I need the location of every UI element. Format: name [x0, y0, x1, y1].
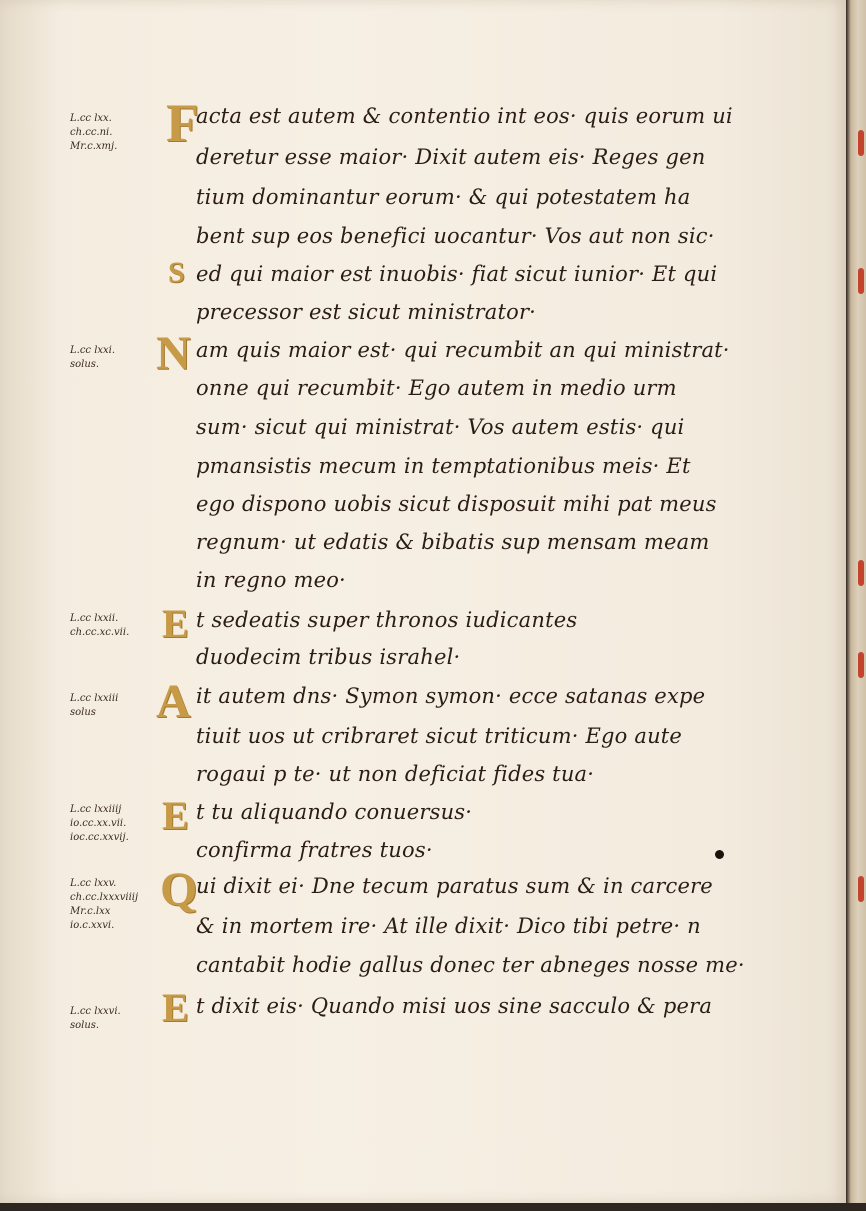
text-line: deretur esse maior· Dixit autem eis· Reges gen [196, 145, 706, 169]
text-line: acta est autem & contentio int eos· quis eorum ui [196, 104, 733, 128]
margin-gloss: L.cc lxxiii solus [70, 693, 119, 718]
rubric-mark [858, 268, 864, 294]
margin-gloss: L.cc lxx. ch.cc.ni. Mr.c.xmj. [70, 113, 118, 152]
text-line: in regno meo· [196, 568, 346, 592]
parchment-stain [0, 0, 60, 1203]
text-line: pmansistis mecum in temptationibus meis· Et [196, 454, 691, 478]
text-line: & in mortem ire· At ille dixit· Dico tibi petre· n [196, 914, 701, 938]
initial-capital: F [166, 93, 199, 153]
margin-gloss: L.cc lxxvi. solus. [70, 1006, 121, 1031]
text-line: duodecim tribus israhel· [196, 645, 461, 669]
text-line: precessor est sicut ministrator· [196, 300, 537, 324]
text-line: sum· sicut qui ministrat· Vos autem estis· qui [196, 415, 685, 439]
text-line: t tu aliquando conuersus· [196, 800, 473, 824]
text-line: bent sup eos benefici uocantur· Vos aut non sic· [196, 224, 715, 248]
text-line: regnum· ut edatis & bibatis sup mensam meam [196, 530, 710, 554]
text-line: t sedeatis super thronos iudicantes [196, 608, 578, 632]
margin-gloss: L.cc lxxv. ch.cc.lxxxviiij Mr.c.lxx io.c.xxvi. [70, 878, 139, 931]
initial-capital: E [162, 793, 189, 838]
ink-blot [715, 850, 724, 859]
text-line: tiuit uos ut cribraret sicut triticum· Ego aute [196, 724, 683, 748]
initial-capital: Q [160, 863, 198, 916]
text-line: it autem dns· Symon symon· ecce satanas expe [196, 684, 706, 708]
initial-capital: E [162, 601, 189, 646]
adjacent-page-edge [846, 0, 866, 1211]
text-line: t dixit eis· Quando misi uos sine sacculo & pera [196, 994, 713, 1018]
margin-gloss: L.cc lxxiiij io.cc.xx.vii. ioc.cc.xxvij. [70, 804, 129, 843]
margin-gloss: L.cc lxxii. ch.cc.xc.vii. [70, 613, 130, 638]
initial-capital: N [156, 327, 191, 380]
initial-capital: S [168, 256, 185, 289]
text-line: cantabit hodie gallus donec ter abneges nosse me· [196, 953, 745, 977]
text-line: ui dixit ei· Dne tecum paratus sum & in carcere [196, 874, 713, 898]
rubric-mark [858, 876, 864, 902]
rubric-mark [858, 130, 864, 156]
rubric-mark [858, 652, 864, 678]
text-line: rogaui p te· ut non deficiat fides tua· [196, 762, 595, 786]
text-line: confirma fratres tuos· [196, 838, 433, 862]
text-line: tium dominantur eorum· & qui potestatem ha [196, 185, 691, 209]
initial-capital: A [156, 675, 191, 728]
text-line: onne qui recumbit· Ego autem in medio urm [196, 376, 677, 400]
rubric-mark [858, 560, 864, 586]
text-line: ego dispono uobis sicut disposuit mihi pat meus [196, 492, 717, 516]
text-line: ed qui maior est inuobis· fiat sicut iunior· Et qui [196, 262, 718, 286]
margin-gloss: L.cc lxxi. solus. [70, 345, 116, 370]
initial-capital: E [162, 985, 189, 1030]
binding-shadow [0, 1203, 866, 1211]
text-line: am quis maior est· qui recumbit an qui ministrat· [196, 338, 730, 362]
